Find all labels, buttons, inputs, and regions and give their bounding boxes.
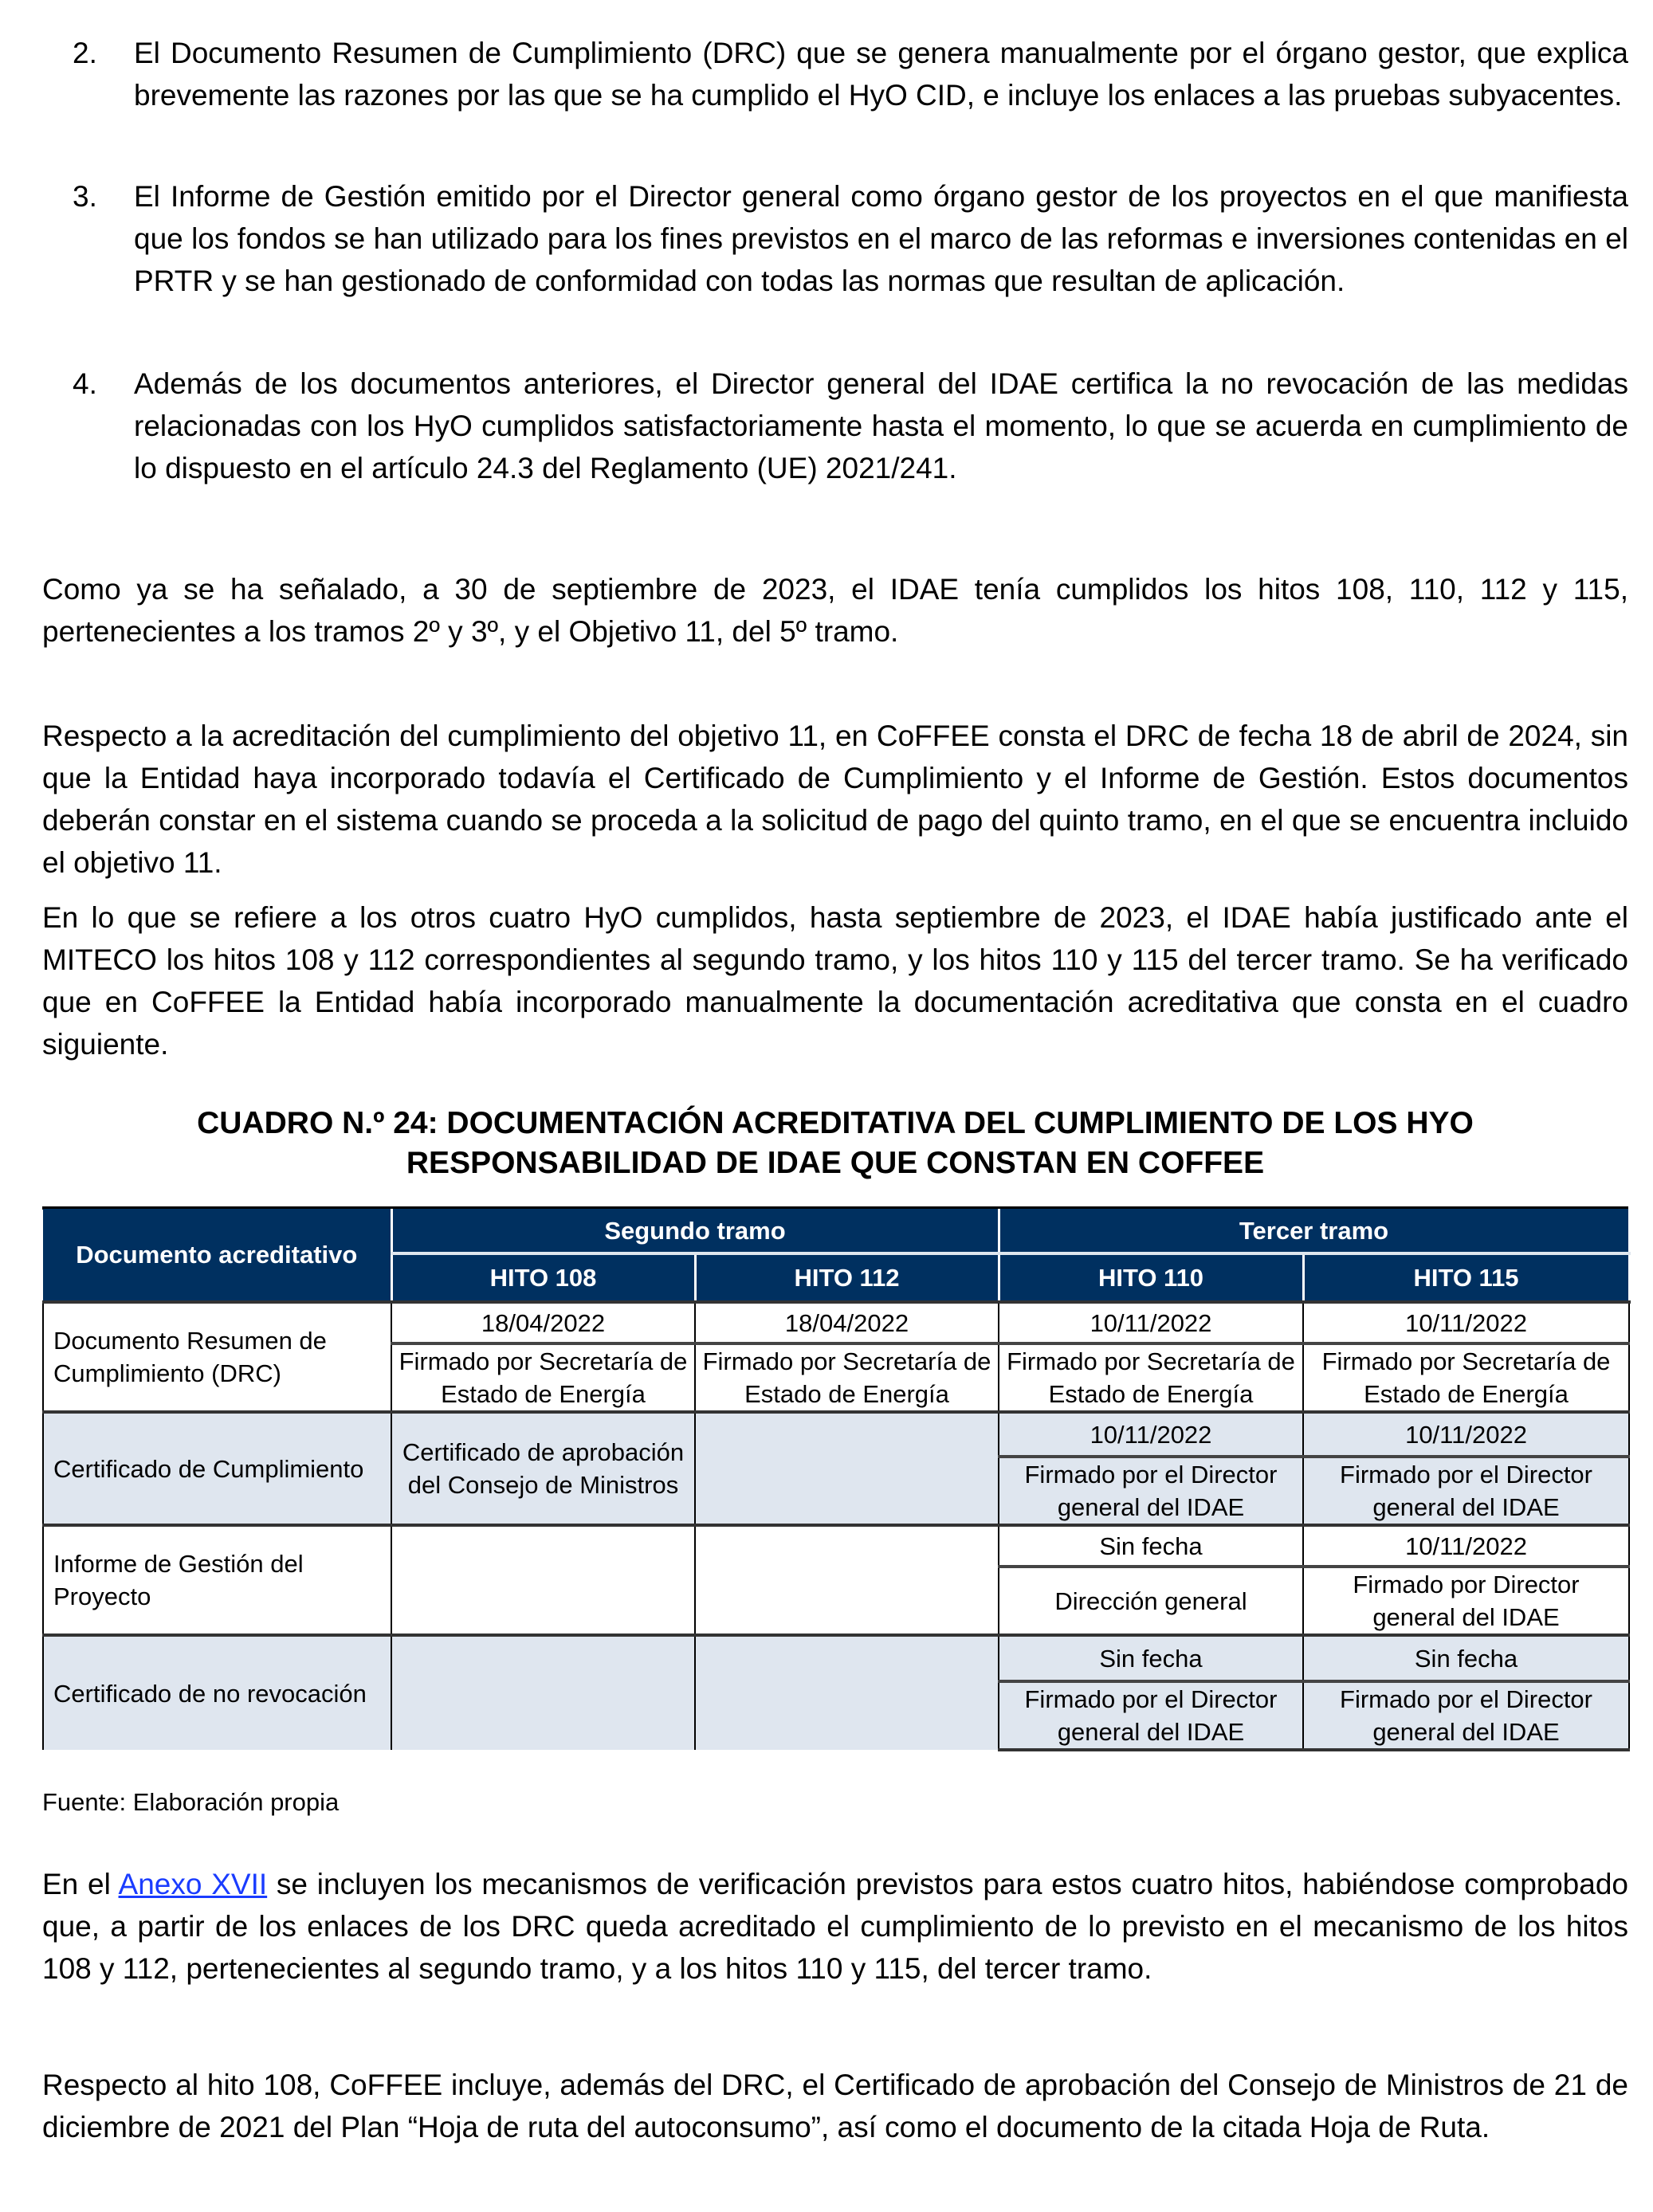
header-hito-115: HITO 115 <box>1303 1253 1629 1302</box>
paragraph-text: se incluyen los mecanismos de verificación previstos para estos cuatro hitos, habiéndose comprobado que, a partir de los enlaces de los DRC queda acreditado el cumplimiento de lo previsto en el mecanismo de los hitos 108 y 112, pertenecientes al segundo tramo, y a los hitos 110 y 115, del tercer tramo. <box>42 1868 1628 1985</box>
table-row <box>43 1412 1629 1457</box>
paragraph <box>42 1863 1628 1990</box>
cell-date: 10/11/2022 <box>1303 1412 1629 1457</box>
cell-empty <box>391 1525 695 1635</box>
table-source: Fuente: Elaboración propia <box>42 1788 340 1816</box>
list-text: Además de los documentos anteriores, el Director general del IDAE certifica la no revocación de las medidas relacionadas con los HyO cumplidos satisfactoriamente hasta el momento, lo que se acuerda en cumplimiento de lo dispuesto en el artículo 24.3 del Reglamento (UE) 2021/241. <box>134 367 1628 484</box>
paragraph: En lo que se refiere a los otros cuatro HyO cumplidos, hasta septiembre de 2023, el IDAE había justificado ante el MITECO los hitos 108 y 112 correspondientes al segundo tramo, y los hitos 110 y 115 del tercer tramo. Se ha verificado que en CoFFEE la Entidad había incorporado manualmente la documentación acreditativa que consta en el cuadro siguiente. <box>42 901 1628 1061</box>
header-hito-108: HITO 108 <box>391 1253 695 1302</box>
table-title <box>42 1104 1628 1183</box>
list-number: 3. <box>73 180 97 213</box>
table-title-line1: CUADRO N.º 24: DOCUMENTACIÓN ACREDITATIVA DEL CUMPLIMIENTO DE LOS HYO <box>197 1106 1474 1140</box>
row-label: Certificado de Cumplimiento <box>43 1412 391 1525</box>
cell-date: 10/11/2022 <box>1303 1525 1629 1567</box>
cell-signer: Dirección general <box>999 1567 1303 1635</box>
cell-signer: Firmado por el Director general del IDAE <box>1303 1457 1629 1525</box>
anexo-xvii-link[interactable]: Anexo XVII <box>118 1868 268 1900</box>
row-label: Certificado de no revocación <box>43 1635 391 1750</box>
cell-empty <box>695 1525 999 1635</box>
cell-date: 10/11/2022 <box>1303 1302 1629 1343</box>
list-number: 2. <box>73 37 97 69</box>
paragraph: Como ya se ha señalado, a 30 de septiembre de 2023, el IDAE tenía cumplidos los hitos 108, 110, 112 y 115, pertenecientes a los tramos 2º y 3º, y el Objetivo 11, del 5º tramo. <box>42 573 1628 648</box>
header-doc: Documento acreditativo <box>43 1209 391 1302</box>
row-label: Documento Resumen de Cumplimiento (DRC) <box>43 1302 391 1412</box>
cell-date: Sin fecha <box>999 1525 1303 1567</box>
header-tercer-tramo: Tercer tramo <box>999 1209 1629 1253</box>
table-row <box>43 1525 1629 1567</box>
paragraph: Respecto al hito 108, CoFFEE incluye, además del DRC, el Certificado de aprobación del Consejo de Ministros de 21 de diciembre de 2021 del Plan “Hoja de ruta del autoconsumo”, así como el documento de la citada Hoja de Ruta. <box>42 2069 1628 2143</box>
list-item <box>42 363 1628 489</box>
paragraph-text: En el <box>42 1868 119 1900</box>
table-row <box>43 1635 1629 1681</box>
row-label: Informe de Gestión del Proyecto <box>43 1525 391 1635</box>
cell-signer: Firmado por Director general del IDAE <box>1303 1567 1629 1635</box>
header-segundo-tramo: Segundo tramo <box>391 1209 999 1253</box>
cell-signer: Firmado por Secretaría de Estado de Energía <box>391 1343 695 1412</box>
cell-signer: Firmado por el Director general del IDAE <box>999 1457 1303 1525</box>
list-text: El Informe de Gestión emitido por el Director general como órgano gestor de los proyectos en el que manifiesta que los fondos se han utilizado para los fines previstos en el marco de las reformas e inversiones contenidas en el PRTR y se han gestionado de conformidad con todas las normas que resultan de aplicación. <box>134 180 1628 297</box>
cell-signer: Firmado por Secretaría de Estado de Energía <box>1303 1343 1629 1412</box>
cell-signer: Firmado por el Director general del IDAE <box>999 1681 1303 1750</box>
table-title-line2: RESPONSABILIDAD DE IDAE QUE CONSTAN EN COFFEE <box>406 1146 1265 1180</box>
header-hito-110: HITO 110 <box>999 1253 1303 1302</box>
cell-date: 18/04/2022 <box>695 1302 999 1343</box>
table-row <box>43 1302 1629 1343</box>
list-text: El Documento Resumen de Cumplimiento (DRC) que se genera manualmente por el órgano gestor, que explica brevemente las razones por las que se ha cumplido el HyO CID, e incluye los enlaces a las pruebas subyacentes. <box>134 37 1628 112</box>
cell-empty <box>391 1635 695 1750</box>
list-number: 4. <box>73 367 97 400</box>
cell-date: 10/11/2022 <box>999 1412 1303 1457</box>
cell-signer: Firmado por Secretaría de Estado de Energía <box>999 1343 1303 1412</box>
list-item <box>42 175 1628 302</box>
list-item <box>42 32 1628 116</box>
cell-empty <box>695 1412 999 1525</box>
cell-date: Sin fecha <box>1303 1635 1629 1681</box>
cell-certificate: Certificado de aprobación del Consejo de Ministros <box>391 1412 695 1525</box>
cell-signer: Firmado por el Director general del IDAE <box>1303 1681 1629 1750</box>
paragraph: Respecto a la acreditación del cumplimiento del objetivo 11, en CoFFEE consta el DRC de fecha 18 de abril de 2024, sin que la Entidad haya incorporado todavía el Certificado de Cumplimiento y el Informe de Gestión. Estos documentos deberán constar en el sistema cuando se proceda a la solicitud de pago del quinto tramo, en el que se encuentra incluido el objetivo 11. <box>42 720 1628 879</box>
header-hito-112: HITO 112 <box>695 1253 999 1302</box>
cell-date: 10/11/2022 <box>999 1302 1303 1343</box>
documentation-table <box>42 1209 1631 1751</box>
cell-date: Sin fecha <box>999 1635 1303 1681</box>
cell-date: 18/04/2022 <box>391 1302 695 1343</box>
cell-signer: Firmado por Secretaría de Estado de Energía <box>695 1343 999 1412</box>
cell-empty <box>695 1635 999 1750</box>
